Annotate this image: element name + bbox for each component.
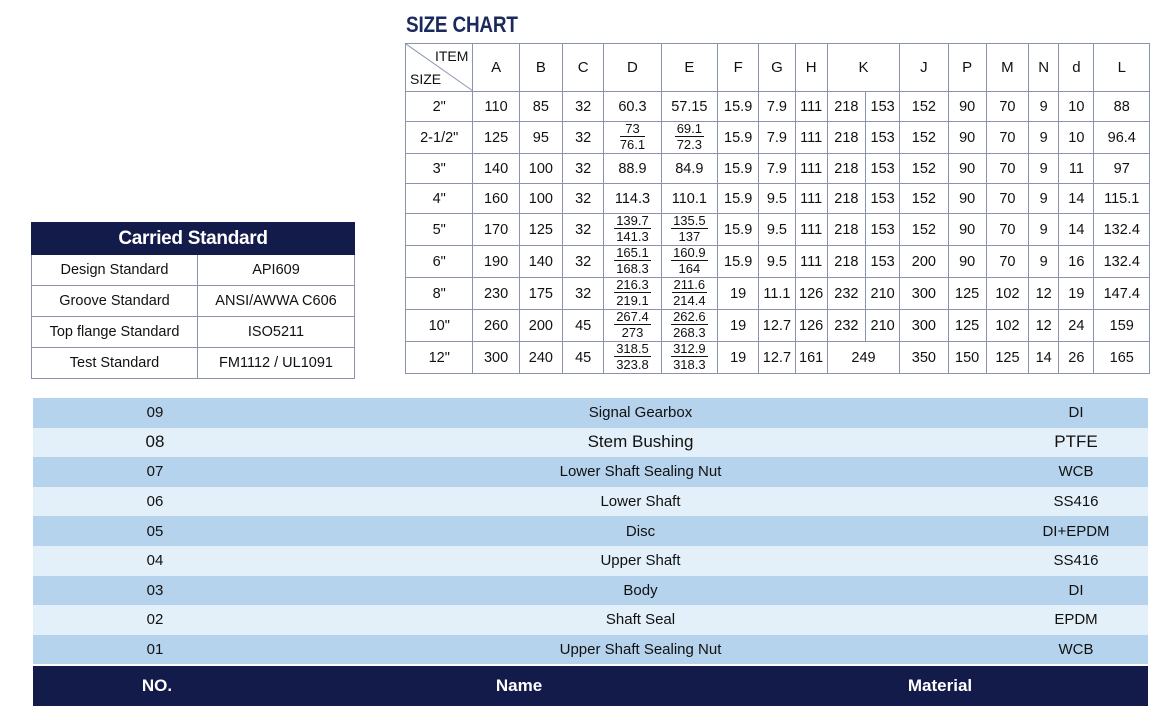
size-chart-table: [405, 43, 1150, 374]
upper-value: 211.6: [673, 277, 706, 292]
dimension-cell: 90: [948, 122, 986, 154]
lower-value: 273: [621, 325, 644, 340]
dimension-cell: 10: [1059, 92, 1094, 122]
dimension-cell: 32: [563, 92, 604, 122]
dimension-cell: 153: [865, 184, 899, 214]
upper-value: 262.6: [673, 309, 706, 324]
dimension-cell: 161: [795, 342, 827, 374]
dimension-cell: 26: [1059, 342, 1094, 374]
part-material: DI: [1004, 398, 1148, 428]
dimension-cell: 32: [563, 154, 604, 184]
upper-value: 165.1: [616, 245, 649, 260]
column-header: B: [519, 44, 562, 92]
dimension-cell: 70: [986, 184, 1028, 214]
part-material: WCB: [1004, 457, 1148, 487]
part-number: 03: [33, 576, 277, 606]
part-row: [33, 516, 1148, 546]
dimension-cell: 218: [827, 122, 865, 154]
dimension-cell: 125: [519, 214, 562, 246]
dimension-cell: 152: [900, 154, 948, 184]
part-material: SS416: [1004, 546, 1148, 576]
part-number: 07: [33, 457, 277, 487]
dimension-cell: 111: [795, 154, 827, 184]
dimension-cell: 150: [948, 342, 986, 374]
column-header: P: [948, 44, 986, 92]
dimension-cell: 96.4: [1094, 122, 1150, 154]
part-number: 02: [33, 605, 277, 635]
upper-value: 73: [620, 122, 645, 137]
standard-row: [32, 286, 355, 317]
standard-value: ANSI/AWWA C606: [198, 286, 355, 317]
dimension-cell: 230: [473, 278, 519, 310]
dimension-cell: 152: [900, 92, 948, 122]
upper-value: 312.9: [673, 341, 706, 356]
part-number: 04: [33, 546, 277, 576]
dimension-cell: 9.5: [759, 246, 795, 278]
stacked-value: [671, 310, 708, 339]
dimension-cell: 7.9: [759, 154, 795, 184]
dimension-cell: 126: [795, 278, 827, 310]
stacked-value: [614, 310, 651, 339]
stacked-value: [614, 246, 651, 275]
part-name: Upper Shaft: [277, 546, 1004, 576]
dimension-cell: 12: [1029, 310, 1059, 342]
stacked-value: [620, 122, 645, 151]
dimension-cell: 14: [1059, 184, 1094, 214]
dimension-cell: 12: [1029, 278, 1059, 310]
part-name: Lower Shaft Sealing Nut: [277, 457, 1004, 487]
column-header: A: [473, 44, 519, 92]
column-header: D: [604, 44, 661, 92]
size-row: [406, 342, 1150, 374]
stacked-value: [671, 246, 708, 275]
dimension-fraction-cell: [604, 122, 661, 154]
column-header: N: [1029, 44, 1059, 92]
dimension-cell: 45: [563, 342, 604, 374]
dimension-fraction-cell: [604, 246, 661, 278]
dimension-cell: 102: [986, 278, 1028, 310]
dimension-fraction-cell: [604, 278, 661, 310]
standard-label: Test Standard: [32, 348, 198, 379]
dimension-cell: 90: [948, 246, 986, 278]
part-row: [33, 457, 1148, 487]
dimension-cell: 15.9: [718, 246, 759, 278]
dimension-cell: 218: [827, 246, 865, 278]
dimension-cell: 147.4: [1094, 278, 1150, 310]
dimension-cell: 175: [519, 278, 562, 310]
dimension-cell: 9: [1029, 214, 1059, 246]
dimension-cell: 200: [519, 310, 562, 342]
dimension-cell: 19: [1059, 278, 1094, 310]
dimension-cell: 240: [519, 342, 562, 374]
item-size-corner: [406, 44, 473, 92]
carried-standard-title: Carried Standard: [32, 223, 355, 255]
dimension-cell: 126: [795, 310, 827, 342]
dimension-cell: 111: [795, 184, 827, 214]
dimension-fraction-cell: [604, 310, 661, 342]
no-column-header: NO.: [141, 676, 173, 695]
dimension-cell: 88.9: [604, 154, 661, 184]
name-column-header: Name: [495, 676, 543, 695]
standard-row: [32, 317, 355, 348]
part-name: Shaft Seal: [277, 605, 1004, 635]
standard-label: Groove Standard: [32, 286, 198, 317]
dimension-cell: 32: [563, 278, 604, 310]
size-chart-body: [406, 92, 1150, 374]
dimension-cell: 70: [986, 154, 1028, 184]
part-number: 09: [33, 398, 277, 428]
size-row: [406, 278, 1150, 310]
part-material: SS416: [1004, 487, 1148, 517]
dimension-cell: 12.7: [759, 342, 795, 374]
part-material: PTFE: [1004, 428, 1148, 458]
dimension-cell: 9: [1029, 154, 1059, 184]
column-header: G: [759, 44, 795, 92]
dimension-cell: 15.9: [718, 214, 759, 246]
dimension-cell: 125: [948, 310, 986, 342]
dimension-cell: 32: [563, 246, 604, 278]
standard-label: Top flange Standard: [32, 317, 198, 348]
dimension-cell: 100: [519, 154, 562, 184]
size-cell: 2-1/2": [406, 122, 473, 154]
dimension-cell: 170: [473, 214, 519, 246]
upper-value: 216.3: [616, 277, 649, 292]
part-row: [33, 398, 1148, 428]
dimension-cell: 153: [865, 122, 899, 154]
lower-value: 323.8: [616, 357, 649, 372]
standard-row: [32, 255, 355, 286]
dimension-cell: 32: [563, 184, 604, 214]
dimension-cell: 110: [473, 92, 519, 122]
dimension-cell: 9.5: [759, 184, 795, 214]
dimension-cell: 153: [865, 154, 899, 184]
part-name: Body: [277, 576, 1004, 606]
dimension-cell: 90: [948, 154, 986, 184]
dimension-cell: 15.9: [718, 154, 759, 184]
dimension-cell: 57.15: [661, 92, 717, 122]
dimension-fraction-cell: [604, 214, 661, 246]
dimension-cell: 153: [865, 214, 899, 246]
size-row: [406, 184, 1150, 214]
size-row: [406, 92, 1150, 122]
lower-value: 76.1: [619, 137, 646, 152]
standard-value: FM1112 / UL1091: [198, 348, 355, 379]
dimension-cell: 210: [865, 310, 899, 342]
dimension-cell: 218: [827, 92, 865, 122]
dimension-cell: 19: [718, 278, 759, 310]
dimension-cell: 102: [986, 310, 1028, 342]
dimension-cell: 14: [1059, 214, 1094, 246]
column-header: F: [718, 44, 759, 92]
dimension-cell: 152: [900, 214, 948, 246]
dimension-cell: 300: [473, 342, 519, 374]
dimension-cell: 232: [827, 278, 865, 310]
lower-value: 72.3: [676, 137, 702, 152]
dimension-cell: 300: [900, 278, 948, 310]
dimension-cell: 218: [827, 184, 865, 214]
part-name: Disc: [277, 516, 1004, 546]
dimension-cell: 60.3: [604, 92, 661, 122]
dimension-cell: 152: [900, 184, 948, 214]
lower-value: 318.3: [673, 357, 706, 372]
part-row: [33, 428, 1148, 458]
parts-list-header: [33, 666, 1148, 706]
dimension-cell: 111: [795, 214, 827, 246]
part-name: Signal Gearbox: [277, 398, 1004, 428]
dimension-fraction-cell: [604, 342, 661, 374]
dimension-cell: 9: [1029, 184, 1059, 214]
dimension-cell: 153: [865, 246, 899, 278]
dimension-cell: 125: [473, 122, 519, 154]
dimension-cell: 32: [563, 122, 604, 154]
dimension-cell: 12.7: [759, 310, 795, 342]
dimension-cell: 159: [1094, 310, 1150, 342]
lower-value: 219.1: [616, 293, 649, 308]
stacked-value: [675, 122, 704, 151]
size-cell: 12": [406, 342, 473, 374]
column-header: L: [1094, 44, 1150, 92]
stacked-value: [671, 342, 708, 371]
dimension-fraction-cell: [661, 122, 717, 154]
dimension-cell: 7.9: [759, 122, 795, 154]
size-row: [406, 246, 1150, 278]
dimension-fraction-cell: [661, 278, 717, 310]
stacked-value: [671, 214, 708, 243]
part-number: 01: [33, 635, 277, 665]
column-header: E: [661, 44, 717, 92]
dimension-cell: 115.1: [1094, 184, 1150, 214]
dimension-cell: 125: [948, 278, 986, 310]
upper-value: 160.9: [673, 245, 706, 260]
dimension-cell: 300: [900, 310, 948, 342]
dimension-cell: 32: [563, 214, 604, 246]
dimension-cell: 111: [795, 122, 827, 154]
stacked-value: [614, 214, 651, 243]
lower-value: 214.4: [673, 293, 706, 308]
dimension-cell: 210: [865, 278, 899, 310]
dimension-cell: 11.1: [759, 278, 795, 310]
size-chart-title: SIZE CHART: [406, 12, 518, 37]
material-column-header: Material: [907, 676, 973, 695]
lower-value: 141.3: [616, 229, 649, 244]
dimension-cell: 9: [1029, 122, 1059, 154]
size-row: [406, 214, 1150, 246]
dimension-cell: 125: [986, 342, 1028, 374]
dimension-cell: 16: [1059, 246, 1094, 278]
dimension-cell: 85: [519, 92, 562, 122]
dimension-cell: 70: [986, 122, 1028, 154]
dimension-cell: 7.9: [759, 92, 795, 122]
column-header: H: [795, 44, 827, 92]
dimension-cell: 100: [519, 184, 562, 214]
standard-label: Design Standard: [32, 255, 198, 286]
part-row: [33, 546, 1148, 576]
dimension-cell: 350: [900, 342, 948, 374]
size-cell: 6": [406, 246, 473, 278]
part-row: [33, 605, 1148, 635]
dimension-cell: 260: [473, 310, 519, 342]
dimension-cell: 19: [718, 310, 759, 342]
dimension-cell: 132.4: [1094, 214, 1150, 246]
part-number: 06: [33, 487, 277, 517]
parts-list-table: [33, 398, 1148, 664]
part-row: [33, 487, 1148, 517]
size-row: [406, 122, 1150, 154]
dimension-cell: 9: [1029, 92, 1059, 122]
column-header: J: [900, 44, 948, 92]
dimension-cell: 9: [1029, 246, 1059, 278]
dimension-cell: 90: [948, 184, 986, 214]
dimension-cell: 160: [473, 184, 519, 214]
part-material: WCB: [1004, 635, 1148, 665]
dimension-cell: 15.9: [718, 184, 759, 214]
dimension-cell: 200: [900, 246, 948, 278]
dimension-cell: 95: [519, 122, 562, 154]
column-header: M: [986, 44, 1028, 92]
dimension-cell: 70: [986, 92, 1028, 122]
column-header: C: [563, 44, 604, 92]
upper-value: 267.4: [616, 309, 649, 324]
dimension-cell: 218: [827, 154, 865, 184]
part-name: Stem Bushing: [277, 428, 1004, 458]
dimension-fraction-cell: [661, 214, 717, 246]
dimension-cell: 88: [1094, 92, 1150, 122]
dimension-cell: 70: [986, 246, 1028, 278]
dimension-cell: 114.3: [604, 184, 661, 214]
dimension-fraction-cell: [661, 342, 717, 374]
upper-value: 135.5: [673, 213, 706, 228]
dimension-cell: 132.4: [1094, 246, 1150, 278]
standard-row: [32, 348, 355, 379]
size-cell: 10": [406, 310, 473, 342]
part-number: 05: [33, 516, 277, 546]
dimension-cell: 249: [827, 342, 899, 374]
size-cell: 3": [406, 154, 473, 184]
stacked-value: [614, 278, 651, 307]
corner-item-label: ITEM: [434, 48, 469, 64]
dimension-cell: 111: [795, 92, 827, 122]
standard-value: API609: [198, 255, 355, 286]
dimension-cell: 153: [865, 92, 899, 122]
dimension-fraction-cell: [661, 310, 717, 342]
dimension-cell: 10: [1059, 122, 1094, 154]
corner-size-label: SIZE: [410, 71, 442, 87]
part-material: DI: [1004, 576, 1148, 606]
size-row: [406, 310, 1150, 342]
size-cell: 8": [406, 278, 473, 310]
dimension-cell: 190: [473, 246, 519, 278]
dimension-cell: 15.9: [718, 122, 759, 154]
dimension-cell: 165: [1094, 342, 1150, 374]
upper-value: 69.1: [676, 121, 702, 136]
size-cell: 2": [406, 92, 473, 122]
stacked-value: [614, 342, 651, 371]
dimension-cell: 232: [827, 310, 865, 342]
dimension-cell: 45: [563, 310, 604, 342]
dimension-cell: 152: [900, 122, 948, 154]
size-cell: 4": [406, 184, 473, 214]
part-material: DI+EPDM: [1004, 516, 1148, 546]
upper-value: 139.7: [616, 213, 649, 228]
size-row: [406, 154, 1150, 184]
standard-value: ISO5211: [198, 317, 355, 348]
part-row: [33, 635, 1148, 665]
dimension-cell: 97: [1094, 154, 1150, 184]
dimension-cell: 111: [795, 246, 827, 278]
dimension-cell: 11: [1059, 154, 1094, 184]
dimension-cell: 19: [718, 342, 759, 374]
dimension-cell: 24: [1059, 310, 1094, 342]
lower-value: 164: [678, 261, 701, 276]
dimension-cell: 90: [948, 92, 986, 122]
dimension-cell: 15.9: [718, 92, 759, 122]
dimension-cell: 218: [827, 214, 865, 246]
lower-value: 137: [678, 229, 701, 244]
dimension-cell: 84.9: [661, 154, 717, 184]
dimension-fraction-cell: [661, 246, 717, 278]
column-header: d: [1059, 44, 1094, 92]
part-name: Lower Shaft: [277, 487, 1004, 517]
carried-standard-table: [31, 222, 355, 379]
lower-value: 168.3: [616, 261, 649, 276]
dimension-cell: 140: [473, 154, 519, 184]
lower-value: 268.3: [673, 325, 706, 340]
dimension-cell: 110.1: [661, 184, 717, 214]
part-material: EPDM: [1004, 605, 1148, 635]
dimension-cell: 70: [986, 214, 1028, 246]
dimension-cell: 90: [948, 214, 986, 246]
dimension-cell: 9.5: [759, 214, 795, 246]
part-row: [33, 576, 1148, 606]
column-header: K: [827, 44, 899, 92]
size-chart-header-row: [406, 44, 1150, 92]
upper-value: 318.5: [616, 341, 649, 356]
size-cell: 5": [406, 214, 473, 246]
part-name: Upper Shaft Sealing Nut: [277, 635, 1004, 665]
parts-list-body: [33, 398, 1148, 664]
part-number: 08: [33, 428, 277, 458]
stacked-value: [672, 278, 708, 307]
dimension-cell: 14: [1029, 342, 1059, 374]
dimension-cell: 140: [519, 246, 562, 278]
